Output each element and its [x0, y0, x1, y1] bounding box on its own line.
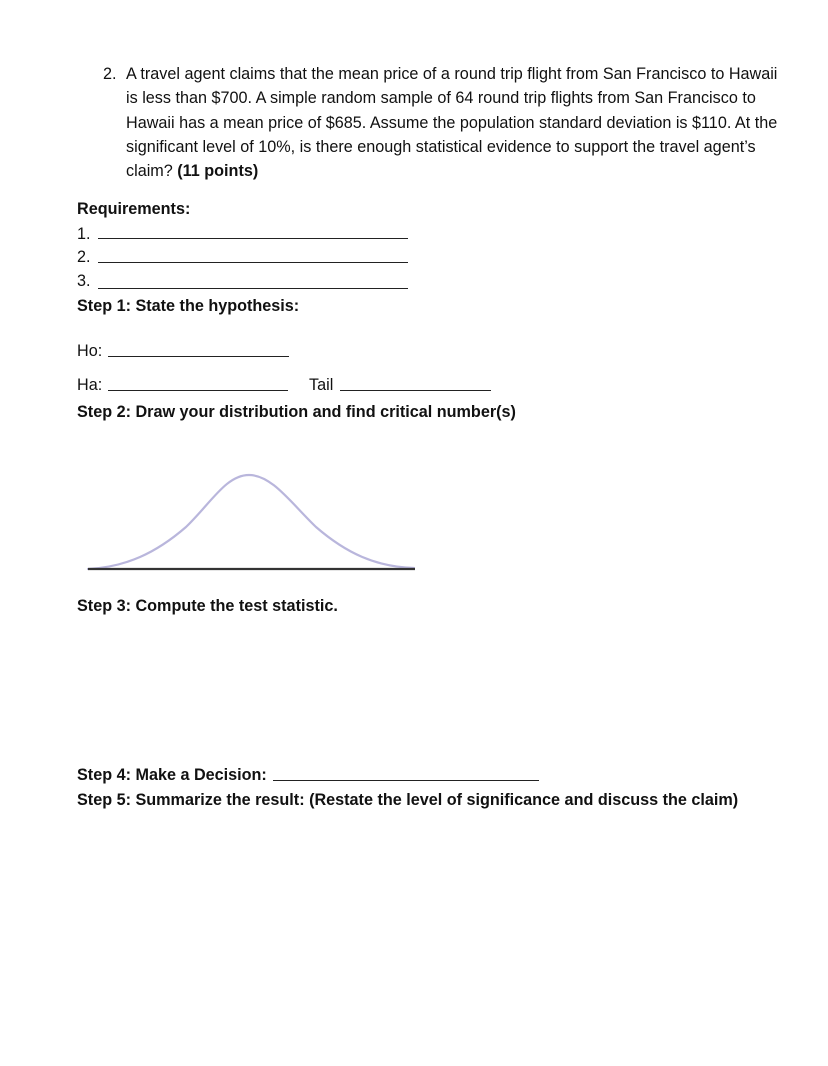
question-block — [103, 62, 793, 183]
requirement-1-blank[interactable] — [98, 238, 408, 239]
decision-blank[interactable] — [273, 780, 539, 781]
step4-heading: Step 4: Make a Decision: — [77, 766, 267, 784]
step2-heading: Step 2: Draw your distribution and find critical number(s) — [77, 403, 516, 421]
requirement-3-blank[interactable] — [98, 288, 408, 289]
requirements-heading: Requirements: — [77, 200, 191, 218]
requirement-1-label: 1. — [77, 225, 91, 243]
step1-heading: Step 1: State the hypothesis: — [77, 297, 300, 315]
bell-curve-graphic — [86, 465, 416, 575]
requirement-2-blank[interactable] — [98, 262, 408, 263]
bell-curve — [88, 475, 414, 569]
tail-blank[interactable] — [340, 390, 491, 391]
h0-label: Ho: — [77, 342, 103, 360]
tail-label: Tail — [309, 376, 334, 394]
ha-blank[interactable] — [108, 390, 288, 391]
step5-heading: Step 5: Summarize the result: (Restate the level of significance and discuss the claim) — [77, 791, 739, 809]
h0-blank[interactable] — [108, 356, 289, 357]
question-text: A travel agent claims that the mean price of a round trip flight from San Francisco to Hawaii is less than $700. A simple random sample of 64 round trip flights from San Francisco to Hawaii has a mean price of $685. Assume the population standard deviation is $110. At the significant level of 10%, is there enough statistical evidence to support the travel agent’s claim? — [126, 65, 778, 181]
question-text-wrap — [126, 62, 793, 183]
normal-distribution-sketch[interactable] — [86, 465, 416, 575]
requirement-3-label: 3. — [77, 272, 91, 290]
question-number: 2. — [103, 65, 117, 83]
requirement-2-label: 2. — [77, 248, 91, 266]
step3-heading: Step 3: Compute the test statistic. — [77, 597, 338, 615]
question-points: (11 points) — [177, 162, 259, 181]
ha-label: Ha: — [77, 376, 103, 394]
